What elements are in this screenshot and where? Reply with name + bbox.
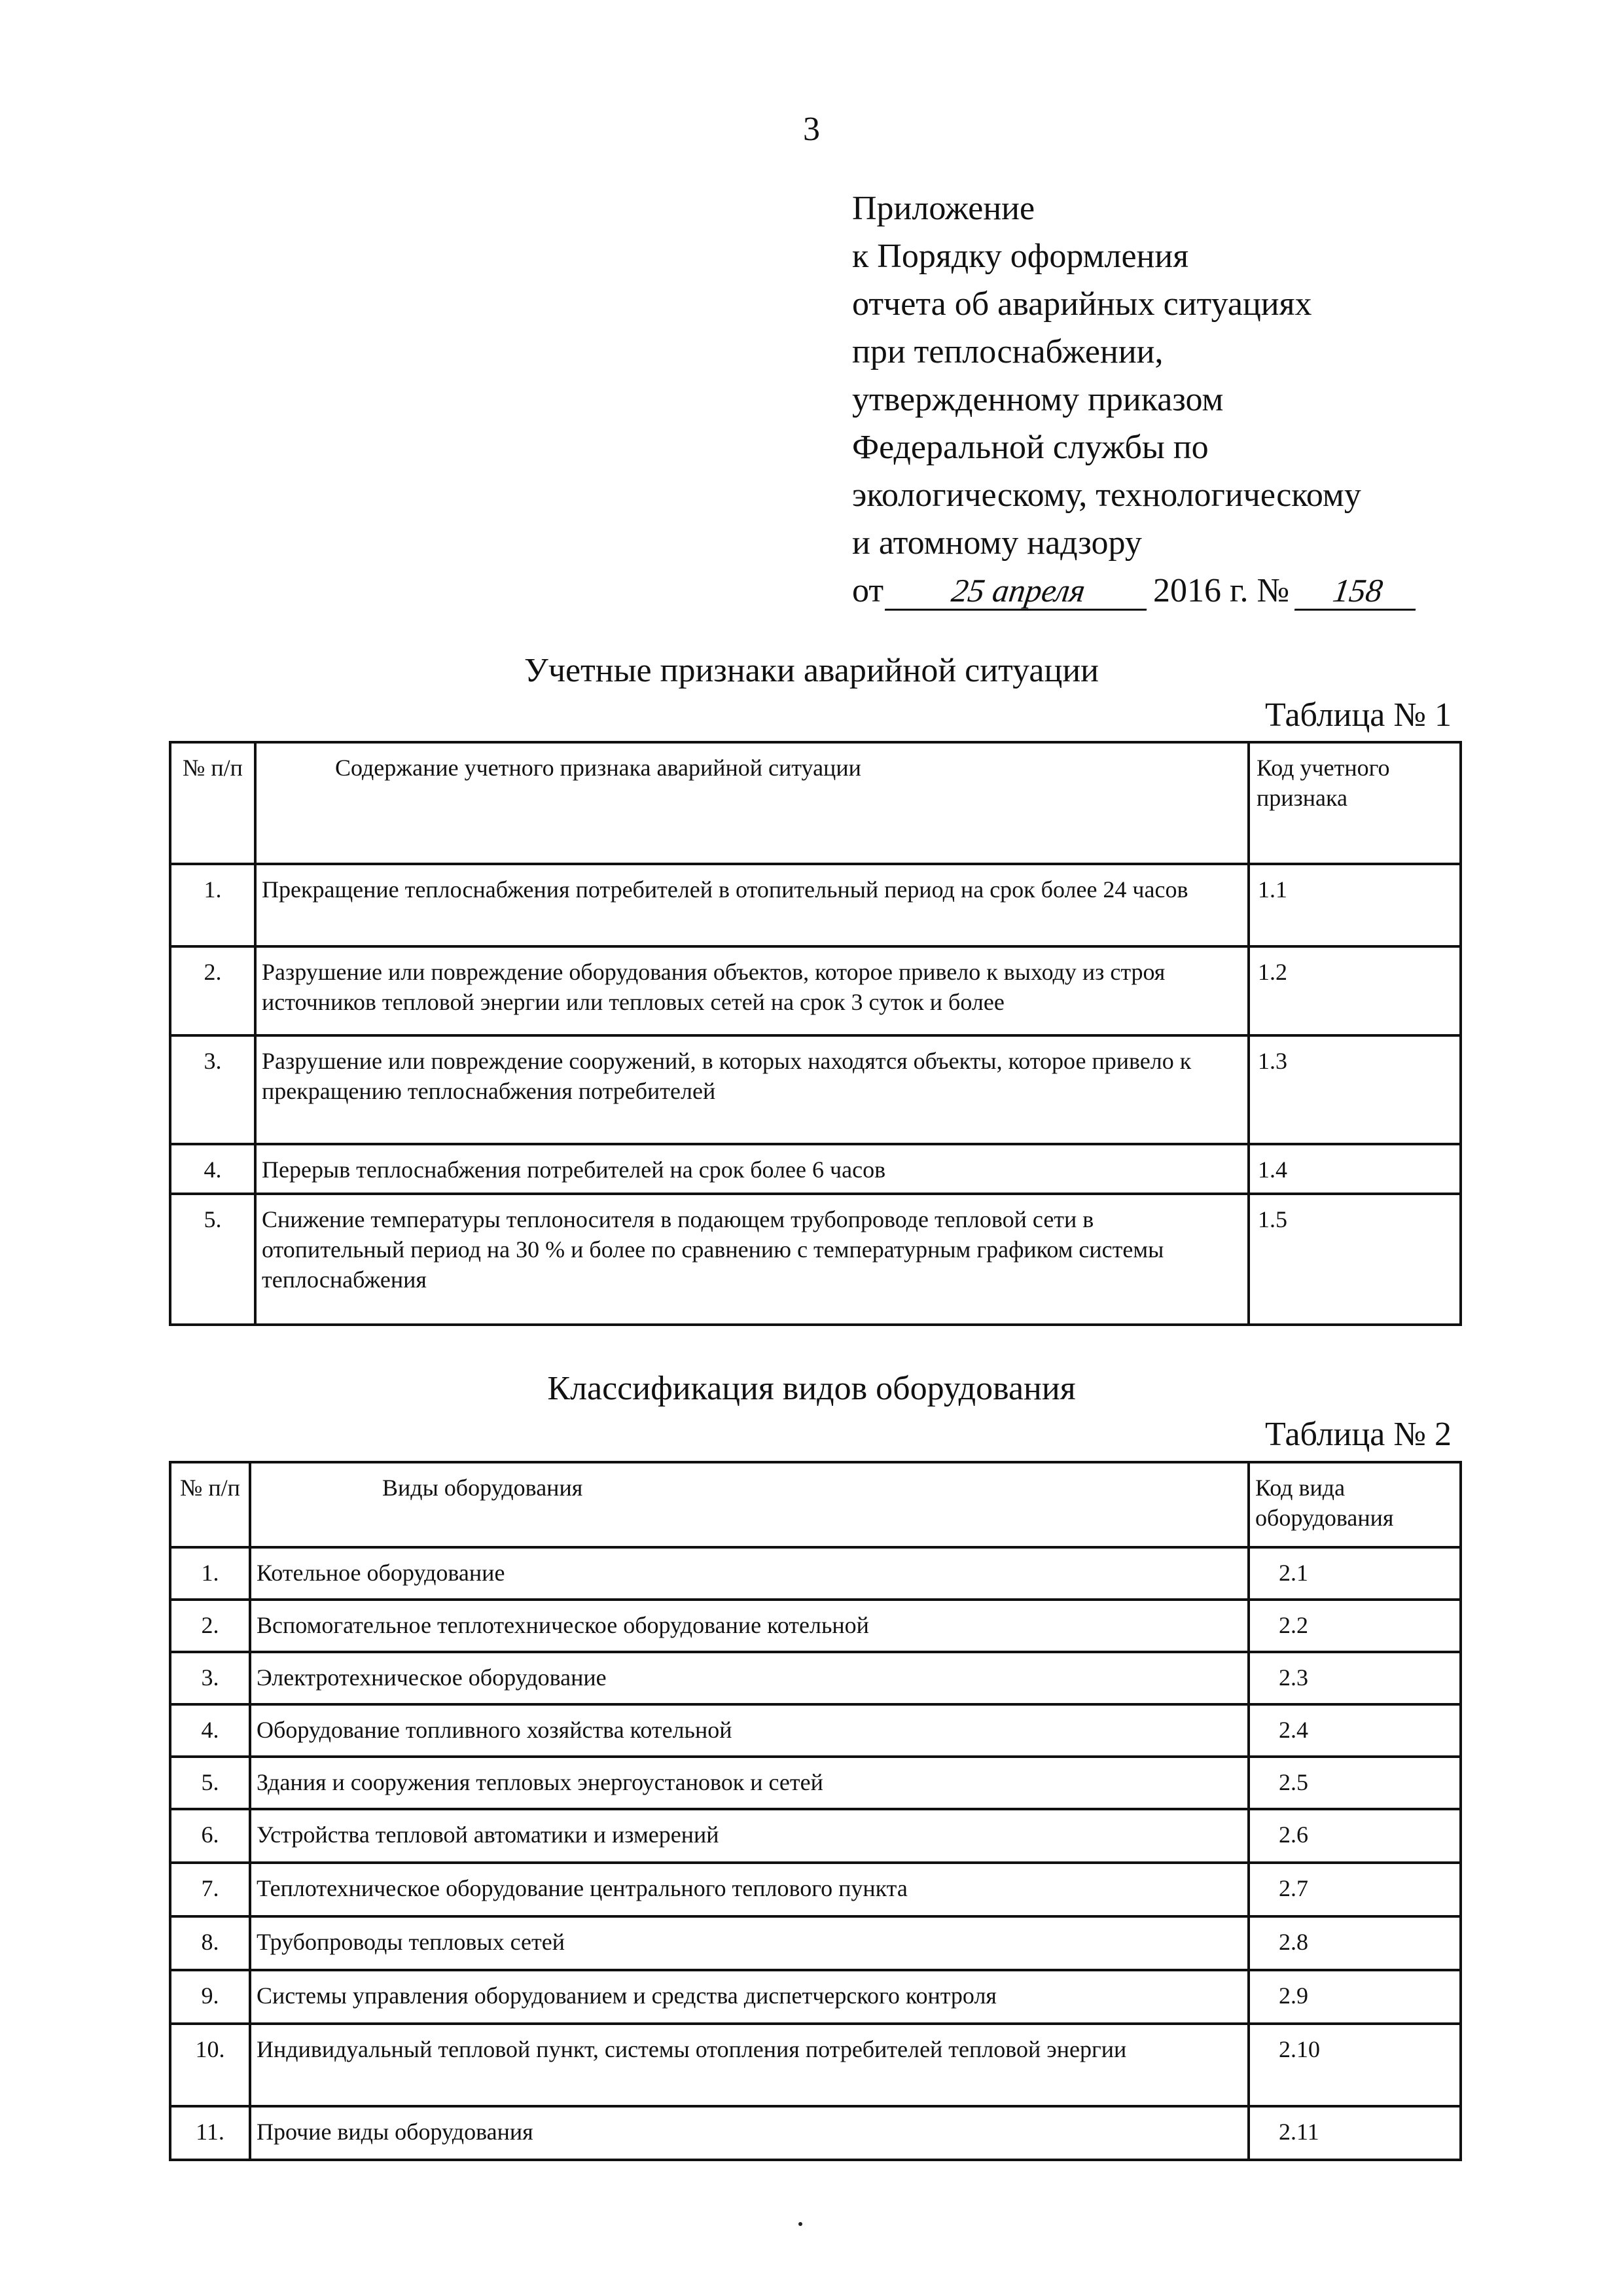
row-num: 2. — [170, 946, 255, 1035]
table-row — [170, 2024, 1461, 2106]
table-row — [170, 2106, 1461, 2160]
row-text: Перерыв теплоснабжения потребителей на срок более 6 часов — [255, 1144, 1249, 1194]
row-num: 9. — [170, 1970, 250, 2024]
row-code: 2.4 — [1249, 1704, 1461, 1757]
table-row — [170, 1809, 1461, 1863]
row-num: 6. — [170, 1809, 250, 1863]
row-text: Вспомогательное теплотехническое оборудование котельной — [250, 1600, 1249, 1652]
table2-title: Классификация видов оборудования — [547, 1370, 1076, 1407]
row-text: Системы управления оборудованием и средства диспетчерского контроля — [250, 1970, 1249, 2024]
table-row — [170, 1704, 1461, 1757]
row-text: Разрушение или повреждение сооружений, в которых находятся объекты, которое привело к прекращению теплоснабжения потребителей — [255, 1035, 1249, 1144]
row-num: 7. — [170, 1863, 250, 1916]
row-code: 2.9 — [1249, 1970, 1461, 2024]
table2-label: Таблица № 2 — [1264, 1416, 1452, 1453]
appendix-line: утвержденному приказом — [852, 381, 1224, 418]
row-text: Снижение температуры теплоносителя в подающем трубопроводе тепловой сети в отопительный период на 30 % и более по сравнению с температурным графиком системы теплоснабжения — [255, 1194, 1249, 1325]
row-code: 2.5 — [1249, 1757, 1461, 1809]
page-number: 3 — [803, 111, 820, 148]
date-prefix: от — [852, 572, 884, 609]
row-num: 1. — [170, 1547, 250, 1600]
table-equipment-types — [169, 1461, 1462, 2161]
row-text: Теплотехническое оборудование центрального теплового пункта — [250, 1863, 1249, 1916]
row-num: 3. — [170, 1035, 255, 1144]
row-num: 4. — [170, 1704, 250, 1757]
table-accident-features — [169, 741, 1462, 1326]
row-num: 8. — [170, 1916, 250, 1970]
table-row — [170, 1863, 1461, 1916]
header-num: № п/п — [170, 742, 255, 864]
row-num: 1. — [170, 864, 255, 946]
row-code: 2.2 — [1249, 1600, 1461, 1652]
appendix-block — [852, 185, 1418, 615]
row-code: 1.2 — [1249, 946, 1461, 1035]
row-code: 2.7 — [1249, 1863, 1461, 1916]
row-text: Разрушение или повреждение оборудования объектов, которое привело к выходу из строя источников тепловой энергии или тепловых сетей на срок 3 суток и более — [255, 946, 1249, 1035]
header-num: № п/п — [170, 1462, 250, 1547]
table-row — [170, 1970, 1461, 2024]
order-year: 2016 г. № — [1153, 572, 1290, 609]
appendix-line: Федеральной службы по — [852, 429, 1209, 466]
row-code: 2.8 — [1249, 1916, 1461, 1970]
header-content: Содержание учетного признака аварийной ситуации — [255, 742, 1249, 864]
row-code: 2.10 — [1249, 2024, 1461, 2106]
table1-label: Таблица № 1 — [1264, 696, 1452, 734]
table-row — [170, 1547, 1461, 1600]
row-text: Индивидуальный тепловой пункт, системы отопления потребителей тепловой энергии — [250, 2024, 1249, 2106]
row-text: Электротехническое оборудование — [250, 1652, 1249, 1704]
row-code: 1.4 — [1249, 1144, 1461, 1194]
order-date-line — [852, 567, 1418, 615]
table1-title: Учетные признаки аварийной ситуации — [524, 652, 1099, 689]
row-text: Прекращение теплоснабжения потребителей в отопительный период на срок более 24 часов — [255, 864, 1249, 946]
table-row — [170, 1916, 1461, 1970]
header-code: Код учетного признака — [1249, 742, 1461, 864]
row-code: 2.6 — [1249, 1809, 1461, 1863]
row-num: 5. — [170, 1757, 250, 1809]
row-text: Прочие виды оборудования — [250, 2106, 1249, 2160]
row-num: 2. — [170, 1600, 250, 1652]
row-text: Котельное оборудование — [250, 1547, 1249, 1600]
header-code: Код вида оборудования — [1249, 1462, 1461, 1547]
scan-artifact-dot — [798, 2222, 802, 2226]
row-text: Здания и сооружения тепловых энергоустановок и сетей — [250, 1757, 1249, 1809]
appendix-line: Приложение — [852, 190, 1035, 227]
appendix-line: экологическому, технологическому — [852, 476, 1361, 514]
handwritten-date: 25 апреля — [885, 572, 1152, 611]
table-row — [170, 946, 1461, 1035]
row-code: 1.1 — [1249, 864, 1461, 946]
row-num: 10. — [170, 2024, 250, 2106]
appendix-line: при теплоснабжении, — [852, 333, 1164, 370]
row-text: Устройства тепловой автоматики и измерений — [250, 1809, 1249, 1863]
row-num: 4. — [170, 1144, 255, 1194]
appendix-line: отчета об аварийных ситуациях — [852, 285, 1312, 323]
header-content: Виды оборудования — [250, 1462, 1249, 1547]
table-row — [170, 1035, 1461, 1144]
table-row — [170, 1194, 1461, 1325]
table-row — [170, 1144, 1461, 1194]
table-header-row — [170, 1462, 1461, 1547]
row-num: 11. — [170, 2106, 250, 2160]
appendix-line: к Порядку оформления — [852, 238, 1189, 275]
row-code: 1.5 — [1249, 1194, 1461, 1325]
row-num: 3. — [170, 1652, 250, 1704]
table-row — [170, 864, 1461, 946]
table-row — [170, 1652, 1461, 1704]
appendix-line: и атомному надзору — [852, 524, 1142, 562]
row-code: 2.3 — [1249, 1652, 1461, 1704]
row-text: Оборудование топливного хозяйства котельной — [250, 1704, 1249, 1757]
row-text: Трубопроводы тепловых сетей — [250, 1916, 1249, 1970]
row-code: 1.3 — [1249, 1035, 1461, 1144]
table-row — [170, 1757, 1461, 1809]
row-num: 5. — [170, 1194, 255, 1325]
table-row — [170, 1600, 1461, 1652]
row-code: 2.11 — [1249, 2106, 1461, 2160]
handwritten-order-number: 158 — [1294, 572, 1421, 611]
row-code: 2.1 — [1249, 1547, 1461, 1600]
table-header-row — [170, 742, 1461, 864]
